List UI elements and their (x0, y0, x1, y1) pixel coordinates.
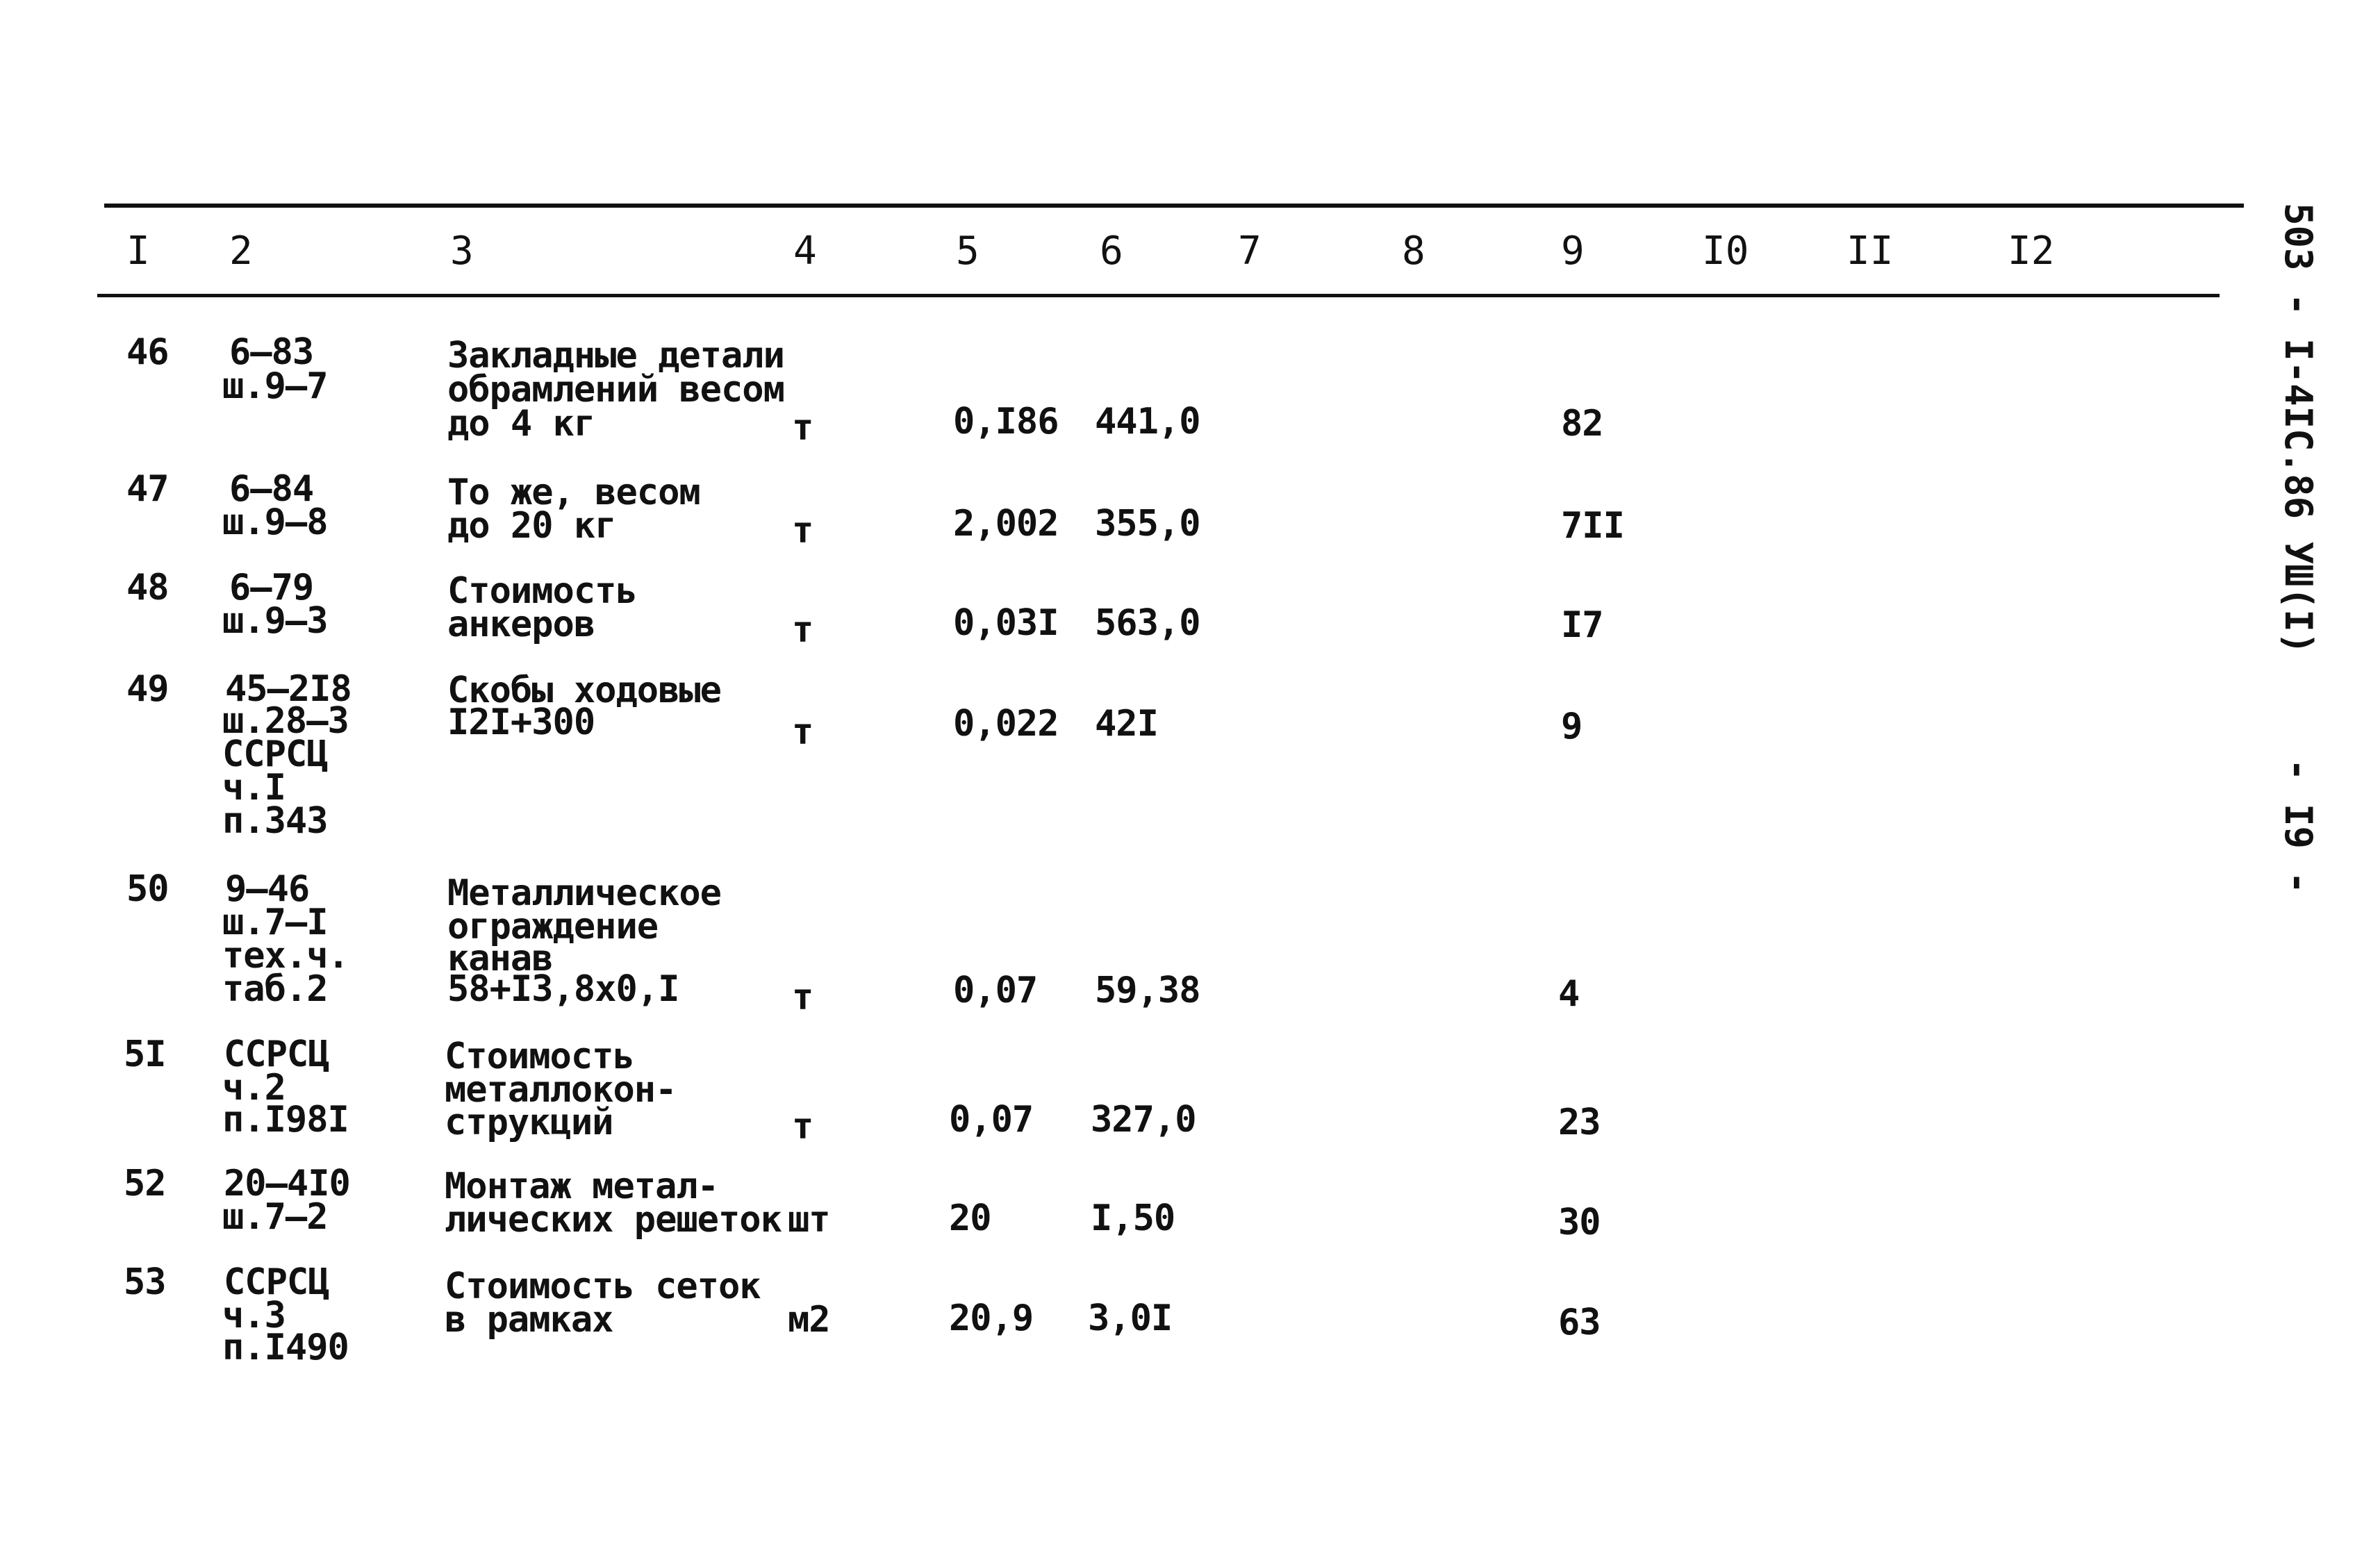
unit: т (792, 510, 813, 552)
work-description-line: Стоимость сеток (445, 1266, 761, 1307)
unit-price: 42I (1095, 703, 1158, 745)
unit-price: 355,0 (1095, 503, 1200, 545)
work-description-line: Стоимость (445, 1036, 634, 1077)
quantity: 0,I86 (953, 401, 1059, 442)
norm-code-line: 45–2I8 (225, 668, 352, 710)
work-description-line: лических решеток (445, 1199, 782, 1241)
column-header-8: 8 (1402, 229, 1425, 274)
norm-code-line: ч.2 (222, 1067, 286, 1109)
norm-code-line: ш.28–3 (222, 700, 349, 742)
unit-price: 3,0I (1088, 1298, 1173, 1339)
row-number: 53 (124, 1261, 166, 1303)
total-cost: I7 (1561, 604, 1603, 646)
column-header-7: 7 (1238, 229, 1262, 274)
unit: т (792, 407, 813, 449)
quantity: 0,03I (953, 602, 1059, 644)
table-top-rule (104, 204, 2244, 208)
total-cost: 23 (1558, 1102, 1601, 1143)
norm-code-line: ССРСЦ (224, 1261, 329, 1303)
quantity: 0,07 (949, 1099, 1034, 1141)
work-description-line: до 20 кг (447, 505, 616, 547)
total-cost: 30 (1558, 1202, 1601, 1243)
table-header-rule (97, 294, 2220, 297)
work-description-line: I2I+300 (447, 702, 595, 743)
unit: т (792, 1106, 813, 1147)
unit: т (792, 711, 813, 753)
quantity: 0,07 (953, 970, 1038, 1011)
work-description-line: обрамлений весом (447, 369, 784, 411)
column-header-11: II (1846, 229, 1894, 274)
work-description-line: Закладные детали (447, 335, 784, 376)
unit: шт (788, 1199, 830, 1241)
row-number: 52 (124, 1163, 166, 1204)
total-cost: 82 (1561, 403, 1603, 445)
work-description-line: в рамках (445, 1299, 613, 1341)
work-description-line: Стоимость (447, 570, 637, 612)
row-number: 46 (126, 331, 169, 373)
document-code: 503 - I-4IC.86 УШ(I) (2276, 203, 2320, 655)
column-header-1: I (126, 229, 150, 274)
row-number: 48 (126, 567, 169, 608)
work-description-line: канав (447, 938, 553, 979)
side-margin (2276, 203, 2354, 897)
unit: т (792, 609, 813, 651)
norm-code-line: 6–79 (229, 567, 314, 608)
total-cost: 4 (1558, 973, 1580, 1015)
column-header-3: 3 (450, 229, 474, 274)
work-description-line: Монтаж метал- (445, 1166, 718, 1207)
quantity: 20,9 (949, 1298, 1034, 1339)
unit-price: 441,0 (1095, 401, 1200, 442)
row-number: 5I (124, 1034, 166, 1075)
work-description-line: до 4 кг (447, 403, 595, 445)
total-cost: 7II (1561, 505, 1624, 547)
work-description-line: Металлическое (447, 872, 721, 914)
work-description-line: То же, весом (447, 472, 700, 513)
page-number: - I9 - (2276, 759, 2320, 895)
unit-price: 327,0 (1091, 1099, 1196, 1141)
norm-code-line: 6–84 (229, 468, 314, 510)
work-description-line: анкеров (447, 604, 595, 645)
norm-code-line: ш.7–2 (222, 1196, 328, 1238)
column-header-12: I2 (2008, 229, 2055, 274)
norm-code-line: ш.9–3 (222, 600, 328, 642)
work-description-line: ограждение (447, 906, 659, 947)
work-description-line: 58+I3,8х0,I (447, 968, 679, 1010)
norm-code-line: ш.9–7 (222, 365, 328, 407)
norm-code-line: таб.2 (222, 968, 328, 1010)
norm-code-line: ССРСЦ (224, 1034, 329, 1075)
unit-price: 563,0 (1095, 602, 1200, 644)
norm-code-line: ч.I (222, 767, 286, 809)
norm-code-line: п.I98I (222, 1099, 349, 1141)
norm-code-line: 20–4I0 (224, 1163, 350, 1204)
work-description-line: Скобы ходовые (447, 670, 721, 711)
unit-price: I,50 (1091, 1197, 1175, 1239)
column-header-10: I0 (1702, 229, 1749, 274)
norm-code-line: ш.7–I (222, 902, 328, 943)
row-number: 49 (126, 668, 169, 710)
row-number: 50 (126, 868, 169, 910)
total-cost: 9 (1561, 706, 1582, 747)
column-header-6: 6 (1100, 229, 1123, 274)
column-header-9: 9 (1561, 229, 1585, 274)
column-header-4: 4 (793, 229, 817, 274)
norm-code-line: п.I490 (222, 1327, 349, 1368)
norm-code-line: 9–46 (225, 868, 310, 910)
quantity: 0,022 (953, 703, 1059, 745)
norm-code-line: ш.9–8 (222, 502, 328, 543)
norm-code-line: ССРСЦ (222, 734, 328, 775)
norm-code-line: 6–83 (229, 331, 314, 373)
unit: т (792, 977, 813, 1018)
total-cost: 63 (1558, 1302, 1601, 1343)
work-description-line: металлокон- (445, 1069, 677, 1111)
row-number: 47 (126, 468, 169, 510)
quantity: 2,002 (953, 503, 1059, 545)
quantity: 20 (949, 1197, 991, 1239)
norm-code-line: тех.ч. (222, 935, 349, 977)
work-description-line: струкций (445, 1102, 613, 1143)
unit: м2 (788, 1299, 830, 1341)
norm-code-line: п.343 (222, 800, 328, 842)
column-header-2: 2 (229, 229, 253, 274)
unit-price: 59,38 (1095, 970, 1200, 1011)
column-header-5: 5 (956, 229, 980, 274)
norm-code-line: ч.3 (222, 1295, 286, 1336)
